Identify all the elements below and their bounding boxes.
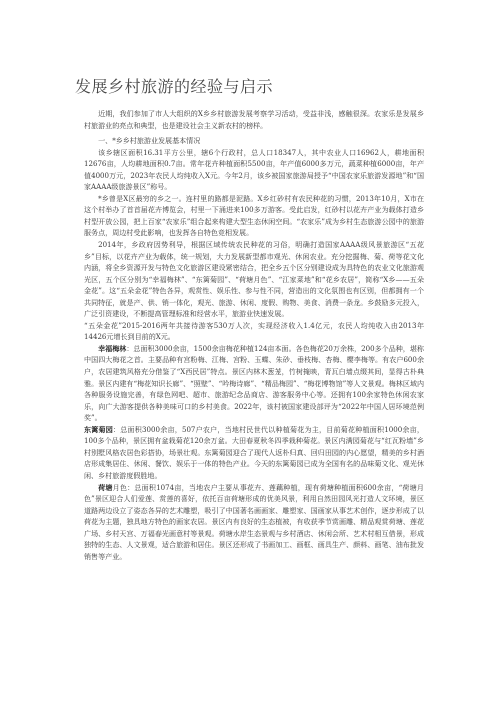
- section-heading: 一、*乡乡村旅游业发展基本情况: [98, 136, 201, 146]
- document-body: [84, 108, 424, 562]
- plum-forest-lead: 幸福梅林: [98, 343, 127, 353]
- plum-forest-text: ：总面积3000余亩，1500余亩梅花种植124亩本面。各色梅花20万余株，200多个品种，堪称中国四大梅花之首。主要品种有宫粉梅、江梅、宫粉、玉蝶、朱砂、垂枝梅、杏梅、樱李梅等。有农户600余户，农居建筑风格充分借鉴了“X西民居”特点。景区内林木葱茏，竹树掩映，青瓦白墙点缀其间，显得古朴典雅。景区内建有“梅花知识长廊”、“照壁”、“吟梅诗廊”、“精品梅园”、“梅花博物馆”等人文景观。梅林区域内各种服务设施完善，有绿色网吧、超市、旅游纪念品商店、游客服务中心等。还拥有100余家特色休闲农家乐，向广大游客提供各种美味可口的乡村美食。2022年，该村被国家建设部评为“2022年中国人居环境范例奖”。: [84, 343, 424, 423]
- paragraph-planning: 2014年，乡政府因势利导，根据区域传统农民种花的习俗，明确打造国家AAAA级风景旅游区“五花乡”目标，以花卉产业为载体，统一规划，大力发展新型都市观光、休闲农业。充分挖掘梅、菊、荷等花文化内涵，将全乡资源开发与特色文化旅游区建设紧密结合，把全乡五个区分别建设成为具特色的农业文化旅游观光区，五个区分别为“幸福梅林”、“东篱菊园”、“荷塘月色”、“江家菜地”和“花乡农居”，简称“X乡——五朵金花”。这“五朵金花”特色各异，观赏性、娱乐性、参与性不同，营造出的文化氛围也有区别，但都拥有一个共同特征，就是产、供、销一体化，观光、旅游、休闲、度假、购物、美食、消费一条龙。乡鼓励多元投入，广泛引资建设，不断提高管理标准和经营水平，旅游业快速发展。: [84, 240, 424, 319]
- paragraph-overview: 该乡辖区面积16.31平方公里，辖6个行政村，总人口18347人，其中农业人口16962人，耕地面积12676亩，人均耕地面积0.7亩。常年花卉种植面积5500亩，年产值6000多万元，蔬菜种植6000亩，年产值4000万元，2023年农民人均纯收入X元。今年2月，该乡被国家旅游局授予“中国农家乐旅游发源地”和“国家AAAA级旅游景区”称号。: [84, 147, 424, 192]
- paragraph-results: “五朵金花”2015-2016两年共接待游客530万人次，实现经济收入1.4亿元，农民人均纯收入由2013年14426元增长到目前的X元。: [84, 320, 424, 342]
- paragraph-chrysanthemum-garden: [84, 424, 424, 482]
- chrysanthemum-garden-lead: 东篱菊园: [84, 424, 114, 434]
- lotus-pond-lead: 荷塘: [98, 482, 113, 492]
- document-title: 发展乡村旅游的经验与启示: [75, 77, 274, 96]
- lotus-pond-text: 月色：总面积1074亩，当地农户主要从事花卉、莲藕种植，现有荷塘种植面积600余亩，“荷塘月色”景区迎合人们爱莲、赏莲的喜好，依托百亩荷塘形成的优美风景，利用自然田园风光打造人文环境，景区道路两边设立了姿态各异的艺术雕塑，吸引了中国著名画画家、雕塑家、国画家从事艺术创作，逐步形成了以荷花为主题，独具地方特色的画家农居。景区内有良好的生态植被，有收获季节赏画雕、精品观赏荷塘、莲花广场、乡村天宫、万福春光画意村等景观。荷塘水岸生态景观与乡村酒店、休闲会所、艺术村相互借景，形成独特的生态、人文景观，适合旅游和居住。景区还形成了书画加工、画框、画具生产、颜料、画笔、油布批发销售等产业。: [84, 482, 424, 561]
- intro-paragraph: 近期，我们参加了市人大组织的X乡乡村旅游发展考察学习活动，受益非浅，感触很深。农家乐是发展乡村旅游业的亮点和典型，也是建设社会主义新农村的榜样。: [84, 109, 424, 130]
- paragraph-lotus-pond: [84, 482, 424, 563]
- paragraph-history: *乡曾是X区最穷的乡之一。连村里的路都是泥路。X乡红砂村有农民种花的习惯，2013年10月，X市在这个村举办了首首届花卉博览会，村里一下涌进来100多万游客。受此启发，红砂村以花卉产业为载体打造乡村型开放公园，把上百家“农家乐”组合起来构建大型生态休闲空间。“农家乐”成为乡村生态旅游公园中的旅游服务点，周边村受此影响，也发挥各自特色竞相发展。: [84, 193, 424, 238]
- chrysanthemum-garden-text: ：总面积3000余亩，507户农户，当地村民世代以种植菊花为主，目前菊花种植面积1000余亩，100多个品种，景区拥有盆栽菊花120余万盆。大田春夏秋冬四季栽种菊花。景区内满园菊花与“红瓦粉墙”乡村别墅风格农居色彩搭协，场景壮观。东篱菊园迎合了现代人返朴归真、回归田园的内心愿望，精美的乡村酒店形成集居住、休闲、餐饮、娱乐于一体的特色产业。今天的东篱菊园已成为全国有名的品味菊文化、观光休闲、乡村旅游度假胜地。: [84, 424, 424, 480]
- paragraph-plum-forest: [84, 343, 424, 424]
